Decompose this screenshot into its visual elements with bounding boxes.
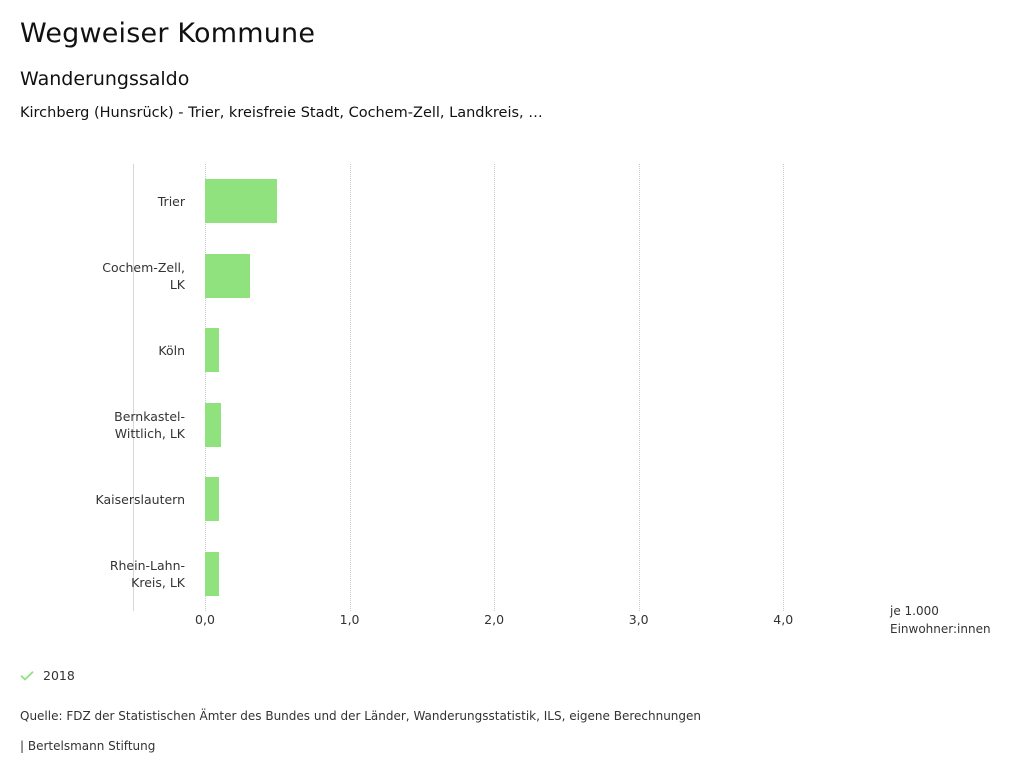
page-title: Wegweiser Kommune [20, 18, 316, 49]
category-axis-labels [25, 164, 185, 611]
bar[interactable] [205, 328, 219, 372]
axis-unit-line1: je 1.000 [890, 604, 939, 618]
legend-label-year: 2018 [43, 668, 75, 683]
bar-chart [0, 150, 1024, 640]
bar[interactable] [205, 254, 250, 298]
bar[interactable] [205, 179, 277, 223]
bar[interactable] [205, 477, 219, 521]
x-axis-tick-label: 0,0 [195, 612, 215, 627]
x-axis-tick-label: 2,0 [484, 612, 505, 627]
plot-area [205, 164, 870, 611]
chart-region-list: Kirchberg (Hunsrück) - Trier, kreisfreie Stadt, Cochem-Zell, Landkreis, … [20, 105, 543, 121]
category-label: Rhein-Lahn- Kreis, LK [109, 557, 185, 590]
category-label: Köln [158, 342, 185, 358]
source-note: Quelle: FDZ der Statistischen Ämter des Bundes und der Länder, Wanderungsstatistik, ILS, eigene Berechnungen [20, 709, 702, 723]
bar[interactable] [205, 552, 219, 596]
legend[interactable] [20, 668, 75, 683]
axis-unit-line2: Einwohner:innen [890, 622, 991, 636]
x-axis-tick-label: 4,0 [773, 612, 794, 627]
gridline [639, 164, 641, 611]
axis-unit-label [890, 602, 991, 638]
gridline [350, 164, 352, 611]
category-label: Bernkastel- Wittlich, LK [114, 408, 185, 441]
chart-subtitle: Wanderungssaldo [20, 68, 190, 90]
brand-note: | Bertelsmann Stiftung [20, 739, 156, 753]
category-label: Kaiserslautern [95, 491, 185, 507]
gridline [783, 164, 785, 611]
gridline [494, 164, 496, 611]
check-icon [20, 669, 34, 683]
category-label: Cochem-Zell, LK [102, 259, 185, 292]
gridline [205, 164, 207, 611]
x-axis-tick-label: 1,0 [339, 612, 360, 627]
x-axis-tick-label: 3,0 [628, 612, 649, 627]
category-label: Trier [157, 193, 185, 209]
bar[interactable] [205, 403, 221, 447]
